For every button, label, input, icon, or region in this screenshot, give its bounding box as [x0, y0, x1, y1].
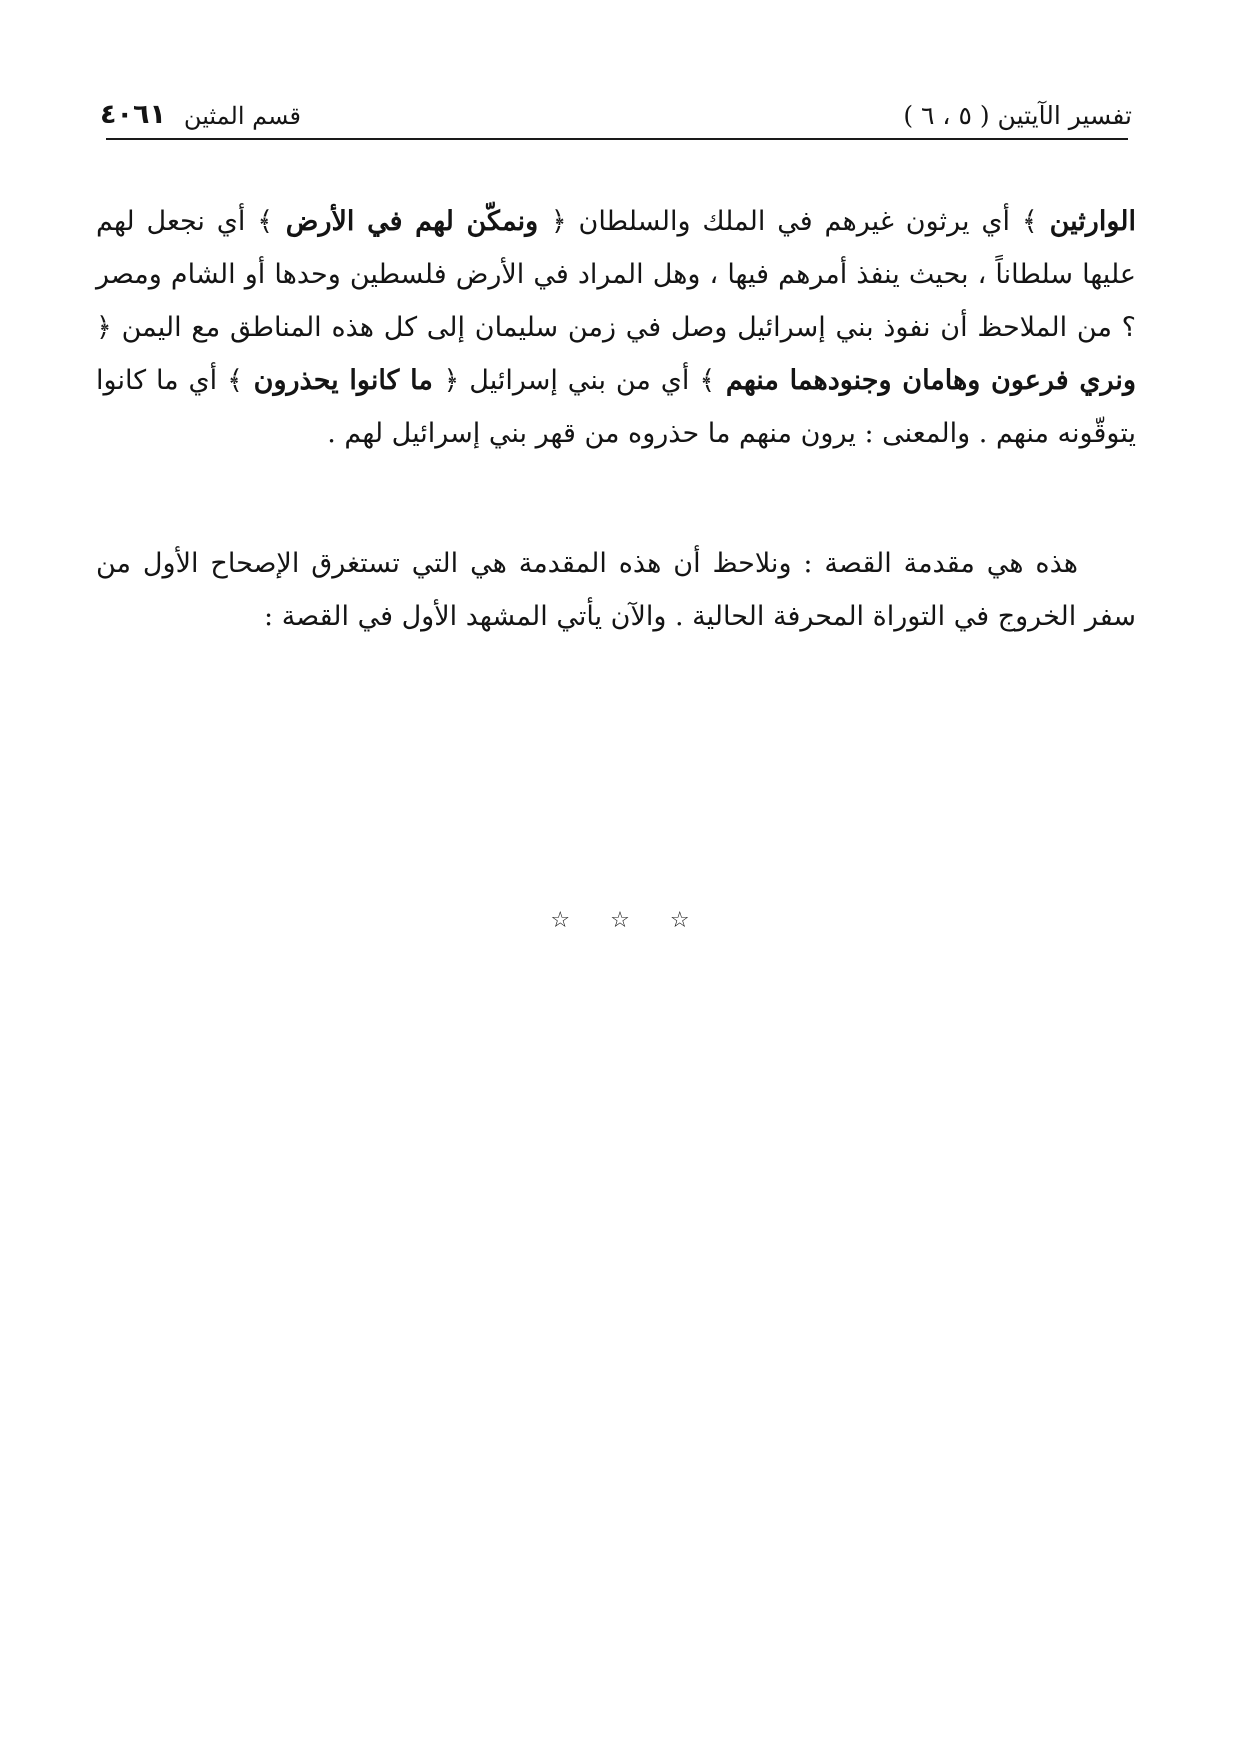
ornate-bracket-open: ﴿ — [443, 365, 460, 396]
commentary-text: أي ما كانوا يتوقّونه منهم . والمعنى : يرون منهم ما حذروه من قهر بني إسرائيل لهم . — [96, 365, 1136, 449]
quran-phrase: ونمكّن لهم في الأرض — [273, 206, 551, 237]
commentary-text: أي من بني إسرائيل — [459, 365, 700, 396]
running-header — [100, 86, 1132, 130]
ornate-bracket-open: ﴿ — [550, 206, 567, 237]
ornate-bracket-open: ﴿ — [96, 312, 112, 343]
paragraph-1 — [96, 195, 1136, 460]
section-separator — [0, 908, 1240, 933]
ornate-bracket-close: ﴾ — [227, 365, 243, 396]
header-section-name: قسم المثين — [183, 102, 302, 130]
header-rule — [106, 138, 1128, 140]
header-left-group — [100, 99, 301, 130]
ornate-bracket-close: ﴾ — [1021, 206, 1038, 237]
ornate-bracket-close: ﴾ — [699, 365, 716, 396]
star-icon: ☆ — [610, 908, 630, 933]
star-icon: ☆ — [669, 908, 690, 933]
header-title: تفسير الآيتين ( ٥ ، ٦ ) — [903, 101, 1132, 130]
paragraph-2: هذه هي مقدمة القصة : ونلاحظ أن هذه المقدمة هي التي تستغرق الإصحاح الأول من سفر الخروج في التوراة المحرفة الحالية . والآن يأتي المشهد الأول في القصة : — [96, 548, 1136, 632]
quran-phrase: الوارثين — [1049, 206, 1136, 237]
quran-phrase: ونري فرعون وهامان وجنودهما منهم — [715, 365, 1136, 396]
commentary-text: أي يرثون غيرهم في الملك والسلطان — [566, 206, 1022, 237]
commentary-text: أي نجعل لهم عليها سلطاناً ، بحيث ينفذ أمرهم فيها ، وهل المراد في الأرض فلسطين وحدها أو الشام ومصر ؟ من الملاحظ أن نفوذ بني إسرائيل وصل في زمن سليمان إلى كل هذه المناطق مع اليمن — [96, 206, 1136, 343]
ornate-bracket-close: ﴾ — [257, 206, 274, 237]
page-number: ٤٠٦١ — [100, 99, 166, 130]
quran-phrase: ما كانوا يحذرون — [242, 365, 444, 396]
star-icon: ☆ — [550, 908, 571, 933]
